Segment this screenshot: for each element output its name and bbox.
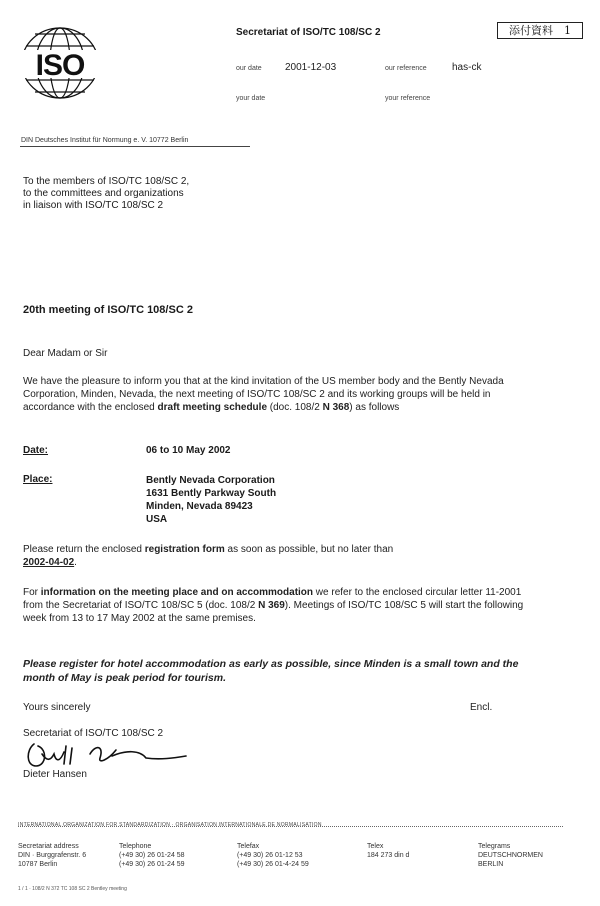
footer-col-line: DEUTSCHNORMEN: [478, 852, 543, 859]
recipient-line: To the members of ISO/TC 108/SC 2,: [23, 176, 190, 187]
footer-rule: [18, 826, 563, 827]
information-bold-accommodation: information on the meeting place and on accommodation: [40, 587, 314, 598]
footer-col-line: (+49 30) 26 01-24 58: [119, 852, 185, 859]
footer-col-line: (+49 30) 26 01-4-24 59: [237, 861, 309, 868]
iso-logo: [18, 24, 102, 102]
footer-col-telegrams: [478, 842, 543, 869]
our-date-label: our date: [236, 65, 262, 72]
closing: Yours sincerely: [23, 702, 91, 713]
our-date-value: 2001-12-03: [285, 62, 337, 73]
our-reference-value: has-ck: [452, 62, 482, 73]
intro-bold-doc: N 368: [322, 402, 350, 413]
information-bold-doc: N 369: [258, 600, 285, 611]
place-label: Place:: [23, 474, 53, 485]
salutation: Dear Madam or Sir: [23, 348, 108, 359]
footer-col-line: 184 273 din d: [367, 852, 410, 859]
registration-text: as soon as possible, but no later than: [224, 544, 394, 555]
footer-col-telefax: [237, 842, 309, 869]
registration-text: .: [74, 557, 77, 568]
enclosure-label: Encl.: [470, 702, 493, 713]
information-paragraph: [23, 586, 543, 625]
footer-col-line: DIN · Burggrafenstr. 6: [18, 852, 87, 859]
secretariat-title: Secretariat of ISO/TC 108/SC 2: [236, 27, 381, 38]
footer-col-head: Telex: [367, 843, 384, 850]
date-label: Date:: [23, 445, 49, 456]
footer-col-line: (+49 30) 26 01-24 59: [119, 861, 185, 868]
sender-line: DIN Deutsches Institut für Normung e. V. 10772 Berlin: [21, 137, 189, 144]
your-date-label: your date: [236, 95, 266, 102]
information-text: ). Meetings of ISO/TC 108/SC 5 will start the following week from 13 to 17 May 2002 at the same premises.: [23, 600, 524, 624]
intro-text: (doc. 108/2: [267, 402, 323, 413]
registration-deadline: 2002-04-02: [23, 557, 75, 568]
hotel-note: Please register for hotel accommodation as early as possible, since Minden is a small town and the month of May is peak period for tourism.: [23, 658, 519, 684]
your-reference-label: your reference: [385, 95, 431, 102]
footer-col-head: Secretariat address: [18, 843, 79, 850]
footer-col-telex: [367, 842, 409, 860]
subject-line: 20th meeting of ISO/TC 108/SC 2: [23, 304, 193, 316]
footer-col-telephone: [119, 842, 185, 869]
footer-col-head: Telegrams: [478, 843, 511, 850]
registration-text: Please return the enclosed: [23, 544, 145, 555]
our-reference-label: our reference: [385, 65, 427, 72]
intro-text: ) as follows: [349, 402, 400, 413]
footer-col-head: Telefax: [237, 843, 260, 850]
iso-logo-text: ISO: [35, 49, 85, 82]
registration-bold-form: registration form: [144, 544, 225, 555]
place-line: Bently Nevada Corporation: [146, 475, 275, 486]
footer-col-line: BERLIN: [478, 861, 504, 868]
footer-col-line: (+49 30) 26 01-12 53: [237, 852, 303, 859]
signatory-org: Secretariat of ISO/TC 108/SC 2: [23, 728, 164, 739]
footer-org-line: INTERNATIONAL ORGANIZATION FOR STANDARDIZATION · ORGANISATION INTERNATIONALE DE NORMALISATION: [18, 822, 322, 828]
footer-bottom-line: 1 / 1 · 108/2 N 372 TC 108 SC 2 Bentley meeting: [18, 886, 127, 892]
place-line: 1631 Bently Parkway South: [146, 488, 277, 499]
date-value: 06 to 10 May 2002: [146, 445, 231, 456]
registration-paragraph: [23, 543, 543, 569]
intro-text: We have the pleasure to inform you that at the kind invitation of the US member body and the Bently Nevada Corporation, Minden, Nevada, the next meeting of ISO/TC 108/SC 2 and its working groups will be held in accordance with the enclosed: [23, 376, 504, 413]
place-line: USA: [146, 514, 168, 525]
information-text: we refer to the enclosed circular letter 11-2001 from the Secretariat of ISO/TC 108/SC 5 (doc. 108/2: [23, 587, 522, 611]
recipients-block: [23, 176, 189, 212]
footer-col-line: 10787 Berlin: [18, 861, 58, 868]
recipient-line: in liaison with ISO/TC 108/SC 2: [23, 200, 164, 211]
recipient-line: to the committees and organizations: [23, 188, 184, 199]
signatory-name: Dieter Hansen: [23, 769, 87, 780]
footer-col-head: Telephone: [119, 843, 152, 850]
place-block: [146, 474, 276, 526]
intro-paragraph: [23, 375, 543, 414]
place-line: Minden, Nevada 89423: [146, 501, 253, 512]
intro-bold-schedule: draft meeting schedule: [157, 402, 267, 413]
footer-col-address: [18, 842, 86, 869]
annotation-box: 添付資料 1: [497, 22, 583, 39]
information-text: For: [23, 587, 41, 598]
sender-rule: [20, 146, 250, 147]
